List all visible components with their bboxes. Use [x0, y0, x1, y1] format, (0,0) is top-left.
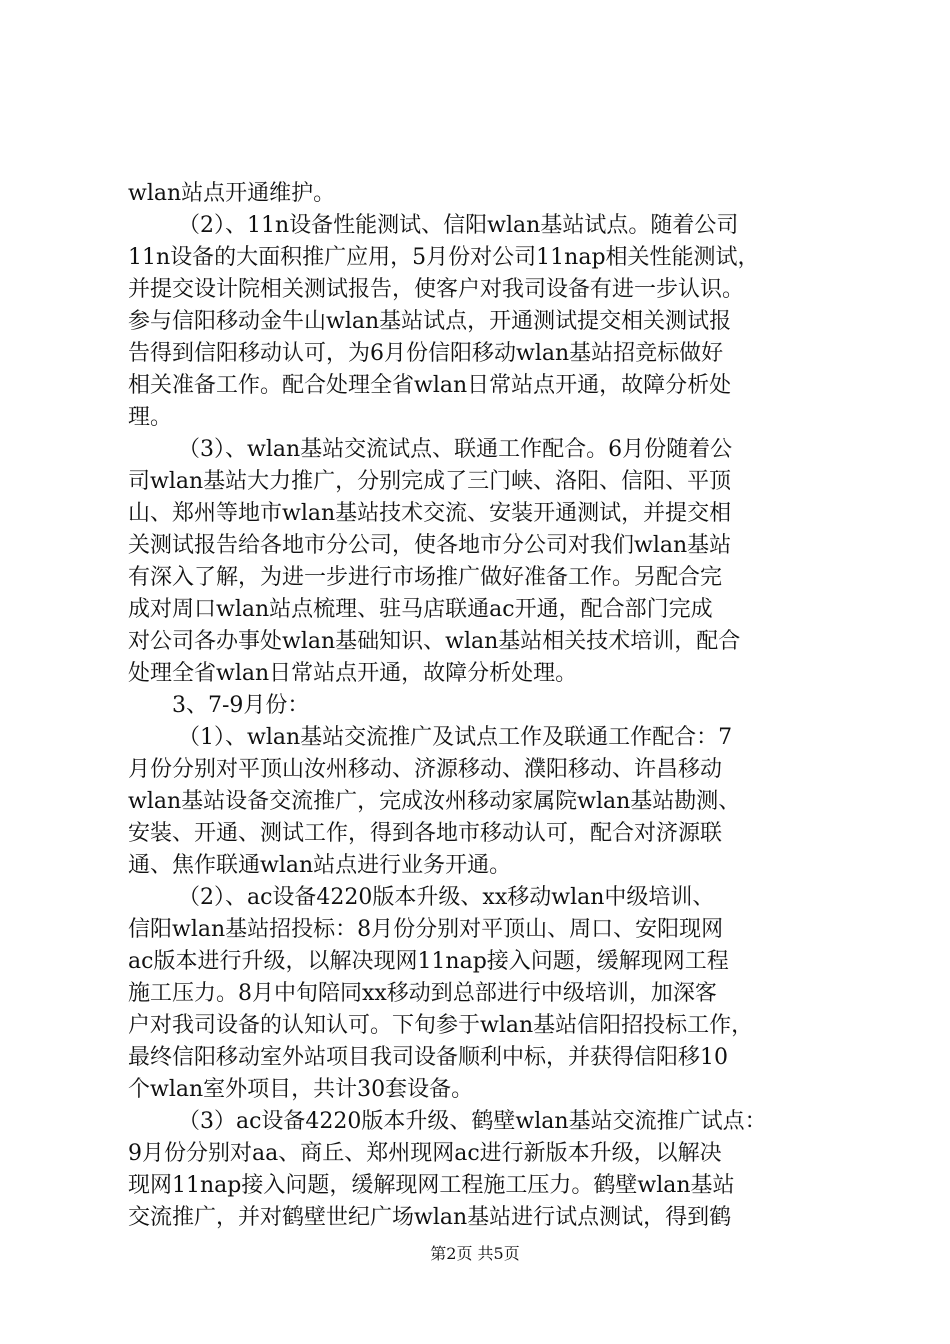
document-body — [128, 178, 828, 1234]
text-line: （2）、11n设备性能测试、信阳wlan基站试点。随着公司 — [178, 213, 739, 238]
text-line: wlan站点开通维护。 — [128, 181, 336, 206]
text-line: 最终信阳移动室外站项目我司设备顺利中标，并获得信阳移10 — [128, 1045, 728, 1070]
text-line: 安装、开通、测试工作，得到各地市移动认可，配合对济源联 — [128, 821, 723, 846]
text-line: 相关准备工作。配合处理全省wlan日常站点开通，故障分析处 — [128, 373, 732, 398]
text-line: 个wlan室外项目，共计30套设备。 — [128, 1077, 474, 1102]
text-line: 户对我司设备的认知认可。下旬参于wlan基站信阳招投标工作， — [128, 1013, 754, 1038]
text-line: 月份分别对平顶山汝州移动、济源移动、濮阳移动、许昌移动 — [128, 757, 723, 782]
text-line: 施工压力。8月中旬陪同xx移动到总部进行中级培训，加深客 — [128, 981, 717, 1006]
text-line: 有深入了解，为进一步进行市场推广做好准备工作。另配合完 — [128, 565, 723, 590]
text-line: 关测试报告给各地市分公司，使各地市分公司对我们wlan基站 — [128, 533, 732, 558]
text-line: 信阳wlan基站招投标：8月份分别对平顶山、周口、安阳现网 — [128, 917, 724, 942]
text-line: 山、郑州等地市wlan基站技术交流、安装开通测试，并提交相 — [128, 501, 732, 526]
text-line: 参与信阳移动金牛山wlan基站试点，开通测试提交相关测试报 — [128, 309, 732, 334]
text-line: （1）、wlan基站交流推广及试点工作及联通工作配合：7 — [178, 725, 733, 750]
text-line: ac版本进行升级，以解决现网11nap接入问题，缓解现网工程 — [128, 949, 729, 974]
text-line: 理。 — [128, 405, 173, 430]
text-line: 司wlan基站大力推广，分别完成了三门峡、洛阳、信阳、平顶 — [128, 469, 732, 494]
text-line: （2）、ac设备4220版本升级、xx移动wlan中级培训、 — [178, 885, 715, 910]
text-line: （3）ac设备4220版本升级、鹤壁wlan基站交流推广试点： — [178, 1109, 767, 1134]
text-line: 11n设备的大面积推广应用，5月份对公司11nap相关性能测试， — [128, 245, 760, 270]
text-line: 通、焦作联通wlan站点进行业务开通。 — [128, 853, 512, 878]
text-line: 9月份分别对aa、商丘、郑州现网ac进行新版本升级，以解决 — [128, 1141, 722, 1166]
text-line: 3、7-9月份： — [172, 693, 310, 718]
text-line: wlan基站设备交流推广，完成汝州移动家属院wlan基站勘测、 — [128, 789, 741, 814]
text-line: 并提交设计院相关测试报告，使客户对我司设备有进一步认识。 — [128, 277, 745, 302]
text-line: 现网11nap接入问题，缓解现网工程施工压力。鹤壁wlan基站 — [128, 1173, 735, 1198]
text-line: 告得到信阳移动认可，为6月份信阳移动wlan基站招竞标做好 — [128, 341, 724, 366]
text-line: 对公司各办事处wlan基础知识、wlan基站相关技术培训，配合 — [128, 629, 741, 654]
text-line: 交流推广，并对鹤壁世纪广场wlan基站进行试点测试，得到鹤 — [128, 1205, 732, 1230]
text-line: （3）、wlan基站交流试点、联通工作配合。6月份随着公 — [178, 437, 733, 462]
text-line: 处理全省wlan日常站点开通，故障分析处理。 — [128, 661, 578, 686]
text-line: 成对周口wlan站点梳理、驻马店联通ac开通，配合部门完成 — [128, 597, 713, 622]
page-footer: 第2页 共5页 — [430, 1244, 520, 1263]
